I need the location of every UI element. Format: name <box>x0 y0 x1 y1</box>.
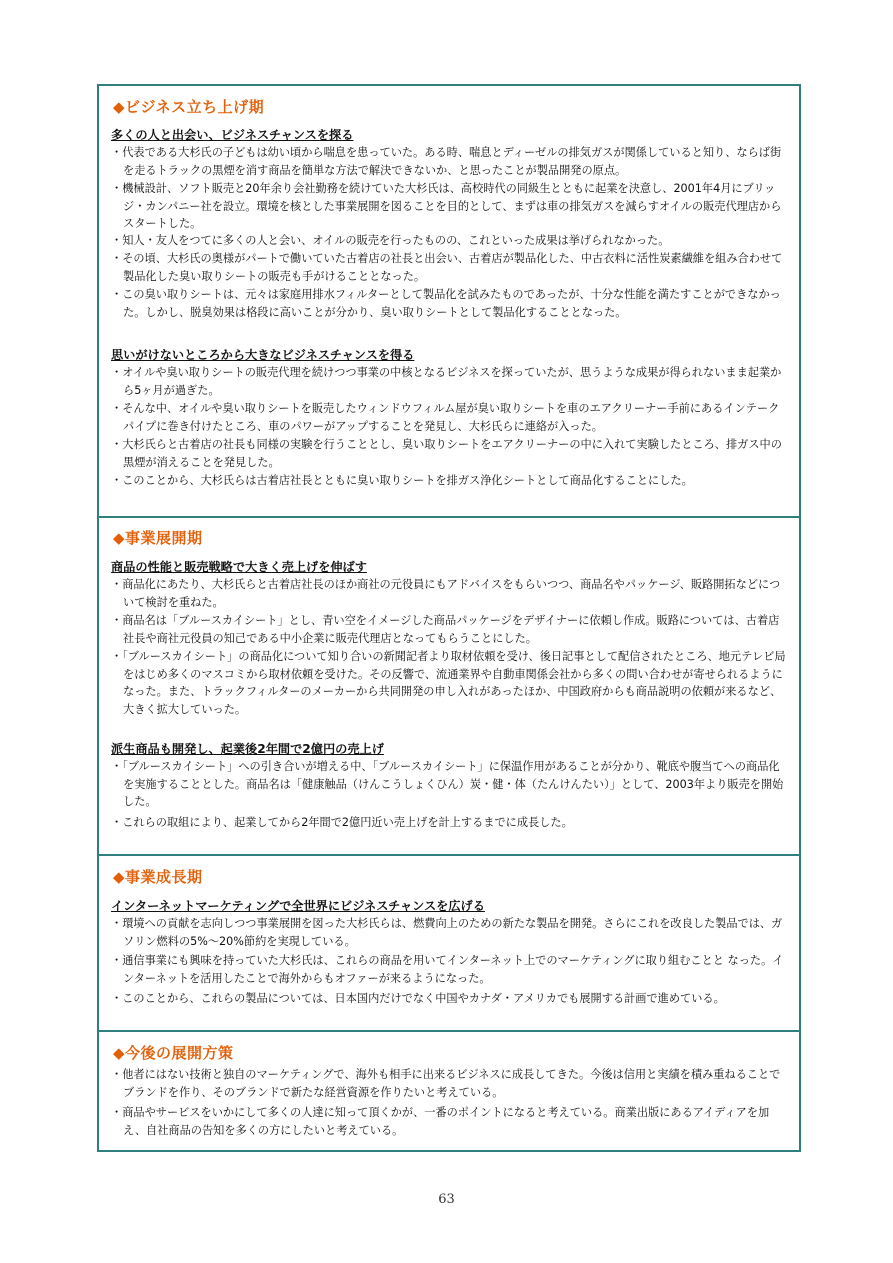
bullet-item: ・ これらの取組により、起業してから2年間で2億円近い売上げを計上するまでに成長した。 <box>111 814 787 832</box>
subsection-heading: 多くの人と出会い、ビジネスチャンスを探る <box>111 128 354 142</box>
subsection-heading: 思いがけないところから大きなビジネスチャンスを得る <box>111 348 415 362</box>
bullet-item: ・ 大杉氏らと古着店の社長も同様の実験を行うこととし、臭い取りシートをエアクリーナーの中に入れて実験したところ、排ガス中の黒煙が消えることを発見した。 <box>111 436 787 471</box>
subsection-heading: 派生商品も開発し、起業後2年間で2億円の売上げ <box>111 742 384 756</box>
bullet-item: ・ この臭い取りシートは、元々は家庭用排水フィルターとして製品化を試みたものであったが、十分な性能を満たすことができなかった。しかし、脱臭効果は格段に高いことが分かり、臭い取りシートとして製品化することとなった。 <box>111 286 787 321</box>
section-title-growth: ◆事業成長期 <box>113 868 203 886</box>
bullet-item: ・ このことから、これらの製品については、日本国内だけでなく中国やカナダ・アメリカでも展開する計画で進めている。 <box>111 990 787 1008</box>
bullet-item: ・ 通信事業にも興味を持っていた大杉氏は、これらの商品を用いてインターネット上でのマーケティングに取り組むことと なった。インターネットを活用したことで海外からもオファーが来るようになった。 <box>111 952 787 987</box>
bullet-item: ・ 環境への貢献を志向しつつ事業展開を図った大杉氏らは、燃費向上のための新たな製品を開発。さらにこれを改良した製品では、ガソリン燃料の5%～20%節約を実現している。 <box>111 915 787 950</box>
bullet-item: ・ 代表である大杉氏の子どもは幼い頃から喘息を患っていた。ある時、喘息とディーゼルの排気ガスが関係していると知り、ならば街を走るトラックの黒煙を消す商品を簡単な方法で解決できないか、と思ったことが製品開発の原点。 <box>111 144 787 179</box>
bullet-item: ・ 機械設計、ソフト販売と20年余り会社勤務を続けていた大杉氏は、高校時代の同級生とともに起業を決意し、2001年4月にブリッジ・カンパニー社を設立。環境を核とした事業展開を図ることを目的として、まずは車の排気ガスを減らすオイルの販売代理店からスタートした。 <box>111 180 787 233</box>
page-number: 63 <box>438 1192 455 1207</box>
bullet-item: ・ 「ブルースカイシート」への引き合いが増える中、「ブルースカイシート」に保温作用があることが分かり、靴底や腹当てへの商品化を実施することとした。商品名は「健康触品（けんこうしょくひん）炭・健・体（たんけんたい）」として、2003年より販売を開始した。 <box>111 758 787 811</box>
subsection-heading: インターネットマーケティングで全世界にビジネスチャンスを広げる <box>111 899 485 913</box>
section-title-expansion: ◆事業展開期 <box>113 529 203 547</box>
bullet-item: ・ 知人・友人をつてに多くの人と会い、オイルの販売を行ったものの、これといった成果は挙げられなかった。 <box>111 232 787 250</box>
section-divider <box>99 516 799 518</box>
bullet-item: ・ オイルや臭い取りシートの販売代理を続けつつ事業の中核となるビジネスを探っていたが、思うような成果が得られないまま起業から5ヶ月が過ぎた。 <box>111 364 787 399</box>
bullet-item: ・ その頃、大杉氏の奥様がパートで働いていた古着店の社長と出会い、古着店が製品化した、中古衣料に活性炭素繊維を組み合わせて製品化した臭い取りシートの販売も手がけることとなった。 <box>111 250 787 285</box>
bullet-item: ・ 商品名は「ブルースカイシート」とし、青い空をイメージした商品パッケージをデザイナーに依頼し作成。販路については、古着店社長や商社元役員の知己である中小企業に販売代理店となってもらうことにした。 <box>111 612 787 647</box>
bullet-item: ・ このことから、大杉氏らは古着店社長とともに臭い取りシートを排ガス浄化シートとして商品化することにした。 <box>111 472 787 490</box>
bullet-item: ・ 「ブルースカイシート」の商品化について知り合いの新聞記者より取材依頼を受け、後日記事として配信されたところ、地元テレビ局をはじめ多くのマスコミから取材依頼を受けた。その反響で、流通業界や自動車関係会社から多くの問い合わせが寄せられるようになった。また、トラックフィルターのメーカーから共同開発の申し入れがあったほか、中国政府からも商品説明の依頼が来るなど、大きく拡大していった。 <box>111 648 787 718</box>
section-divider <box>99 854 799 856</box>
bullet-item: ・ 商品化にあたり、大杉氏らと古着店社長のほか商社の元役員にもアドバイスをもらいつつ、商品名やパッケージ、販路開拓などについて検討を重ねた。 <box>111 576 787 611</box>
subsection-heading: 商品の性能と販売戦略で大きく売上げを伸ばす <box>111 560 367 574</box>
content-frame <box>97 84 801 1152</box>
section-divider <box>99 1030 799 1032</box>
bullet-item: ・ 他者にはない技術と独自のマーケティングで、海外も相手に出来るビジネスに成長してきた。今後は信用と実績を積み重ねることでブランドを作り、そのブランドで新たな経営資源を作りたいと考えている。 <box>111 1066 787 1101</box>
bullet-item: ・ そんな中、オイルや臭い取りシートを販売したウィンドウフィルム屋が臭い取りシートを車のエアクリーナー手前にあるインテークパイプに巻き付けたところ、車のパワーがアップすることを発見し、大杉氏らに連絡が入った。 <box>111 400 787 435</box>
section-title-launch: ◆ビジネス立ち上げ期 <box>113 98 265 116</box>
section-title-future: ◆今後の展開方策 <box>113 1044 234 1062</box>
bullet-item: ・ 商品やサービスをいかにして多くの人達に知って頂くかが、一番のポイントになると考えている。商業出版にあるアイディアを加え、自社商品の告知を多くの方にしたいと考えている。 <box>111 1104 787 1139</box>
